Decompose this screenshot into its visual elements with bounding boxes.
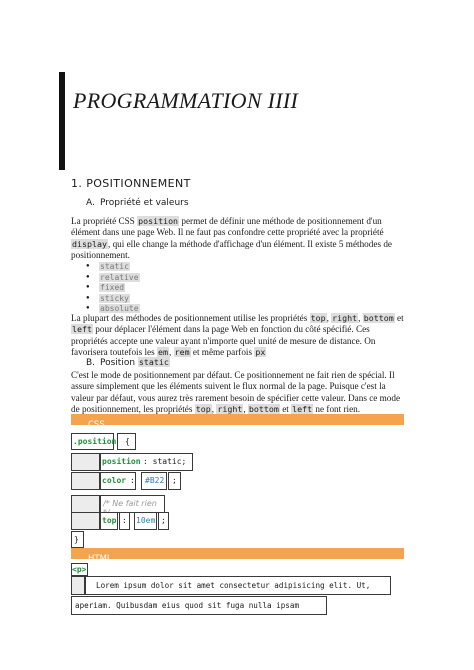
css-label: CSS (88, 420, 105, 430)
paragraph-static (71, 370, 406, 416)
code-bottom: bottom (363, 313, 394, 323)
bullet-icon: ● (86, 273, 90, 280)
text: , (326, 313, 332, 323)
bullet-icon: ● (86, 305, 90, 312)
code-bottom: bottom (248, 404, 279, 415)
code-left: left (72, 324, 92, 335)
code-left: left (292, 404, 313, 415)
method-code: fixed (100, 283, 125, 293)
code-box (119, 512, 130, 530)
code-box (134, 512, 157, 530)
text: et même parfois (190, 347, 255, 358)
brace-open: { (125, 437, 130, 446)
text: permet de définir une méthode de positionnement d'un élément dans une page Web. Il ne faut pas confondre cette propriété avec la propriété (71, 216, 384, 238)
brace-close: } (74, 535, 79, 544)
subsection-letter: B. (86, 358, 96, 368)
text: pour déplacer l'élément dans la page Web en fonction du côté spécifié. Ces propriétés accepte une valeur ayant n'importe quel unité de mesure de distance. On favorisera toutefois les (71, 324, 376, 358)
method-code: relative (100, 272, 139, 282)
code-box (71, 433, 117, 450)
code-em: em (157, 347, 168, 358)
paragraph-intro (71, 216, 406, 262)
list-item (86, 261, 140, 272)
css-value: 10em (136, 516, 156, 525)
code-top: top (310, 313, 326, 323)
bullet-icon: ● (86, 263, 90, 269)
css-colon: : (122, 516, 127, 525)
code-box (85, 576, 391, 595)
text: et (394, 313, 404, 323)
indent-box (71, 512, 100, 530)
methods-list (86, 261, 140, 314)
html-tag: <p> (72, 565, 87, 574)
code-right: right (217, 404, 243, 415)
css-semicolon: ; (161, 516, 166, 525)
code-box (141, 472, 167, 490)
code-px: px (255, 347, 266, 358)
css-property: color (102, 476, 127, 485)
subsection-heading-b (86, 357, 170, 368)
indent-box (71, 453, 100, 471)
title-accent-bar (59, 72, 65, 170)
indent-box (71, 576, 85, 595)
bullet-icon: ● (86, 294, 90, 301)
text: C'est le mode de positionnement par défaut. Ce positionnement ne fait rien de spécial. Il assure simplement que les éléments suivent le flux normal de la page. Puisque c'est la valeur par défaut, vous aurez très rarement besoin de spécifier cette valeur. Dans ce mode de positionnement, les propriétés (71, 370, 401, 415)
html-text-line: aperiam. Quibusdam eius quod sit fuga nulla ipsam (75, 601, 300, 610)
code-box (71, 531, 84, 548)
section-heading: 1. POSITIONNEMENT (71, 177, 191, 190)
document-title: PROGRAMMATION IIII (73, 88, 299, 113)
list-item (86, 272, 140, 283)
text: La propriété CSS (71, 216, 138, 226)
text: , (211, 404, 217, 415)
code-rem: rem (174, 347, 190, 358)
code-box (168, 472, 181, 490)
code-box (100, 512, 118, 530)
html-label: HTML (88, 554, 112, 564)
text: , (168, 347, 174, 358)
css-colon: : (130, 476, 135, 485)
css-label-band (71, 414, 404, 430)
method-code: static (100, 262, 129, 271)
html-text-line: Lorem ipsum dolor sit amet consectetur adipisicing elit. Ut, (96, 581, 371, 590)
code-box (71, 596, 327, 615)
text: , qui elle change la méthode d'affichage d'un élément. Il existe 5 méthodes de positionnement. (71, 238, 392, 261)
code-box (100, 472, 136, 490)
list-item (86, 282, 140, 293)
code-box (71, 563, 88, 576)
bullet-icon: ● (86, 284, 90, 291)
list-item (86, 293, 140, 304)
paragraph-offsets (71, 313, 406, 359)
text: , (358, 313, 363, 323)
text: La plupart des méthodes de positionnement utilise les propriétés (71, 313, 310, 323)
text: , (243, 404, 248, 415)
css-value: : static; (143, 457, 187, 466)
html-label-band (71, 548, 404, 564)
subsection-text: Propriété et valeurs (100, 198, 189, 208)
subsection-text: Position (100, 358, 138, 368)
method-code: absolute (100, 304, 139, 314)
css-comment: /* Ne fait rien (103, 499, 157, 508)
code-static: static (138, 357, 169, 367)
text: ne font rien. (313, 404, 361, 415)
code-box (158, 512, 169, 530)
code-box (117, 433, 136, 450)
code-display: display (72, 238, 107, 249)
text: et (279, 404, 292, 415)
code-position: position (138, 216, 179, 226)
method-code: sticky (100, 293, 129, 303)
indent-box (71, 472, 100, 490)
code-box (100, 453, 193, 471)
css-property: top (102, 516, 117, 525)
css-value: #B22 (145, 476, 165, 485)
code-box (100, 495, 165, 513)
css-semicolon: ; (172, 476, 177, 485)
css-property: position (102, 457, 141, 466)
indent-box (71, 495, 100, 513)
subsection-heading-a (86, 198, 189, 208)
css-selector: .position (73, 437, 117, 446)
code-top: top (195, 404, 211, 415)
subsection-letter: A. (86, 198, 95, 208)
code-right: right (332, 313, 358, 323)
